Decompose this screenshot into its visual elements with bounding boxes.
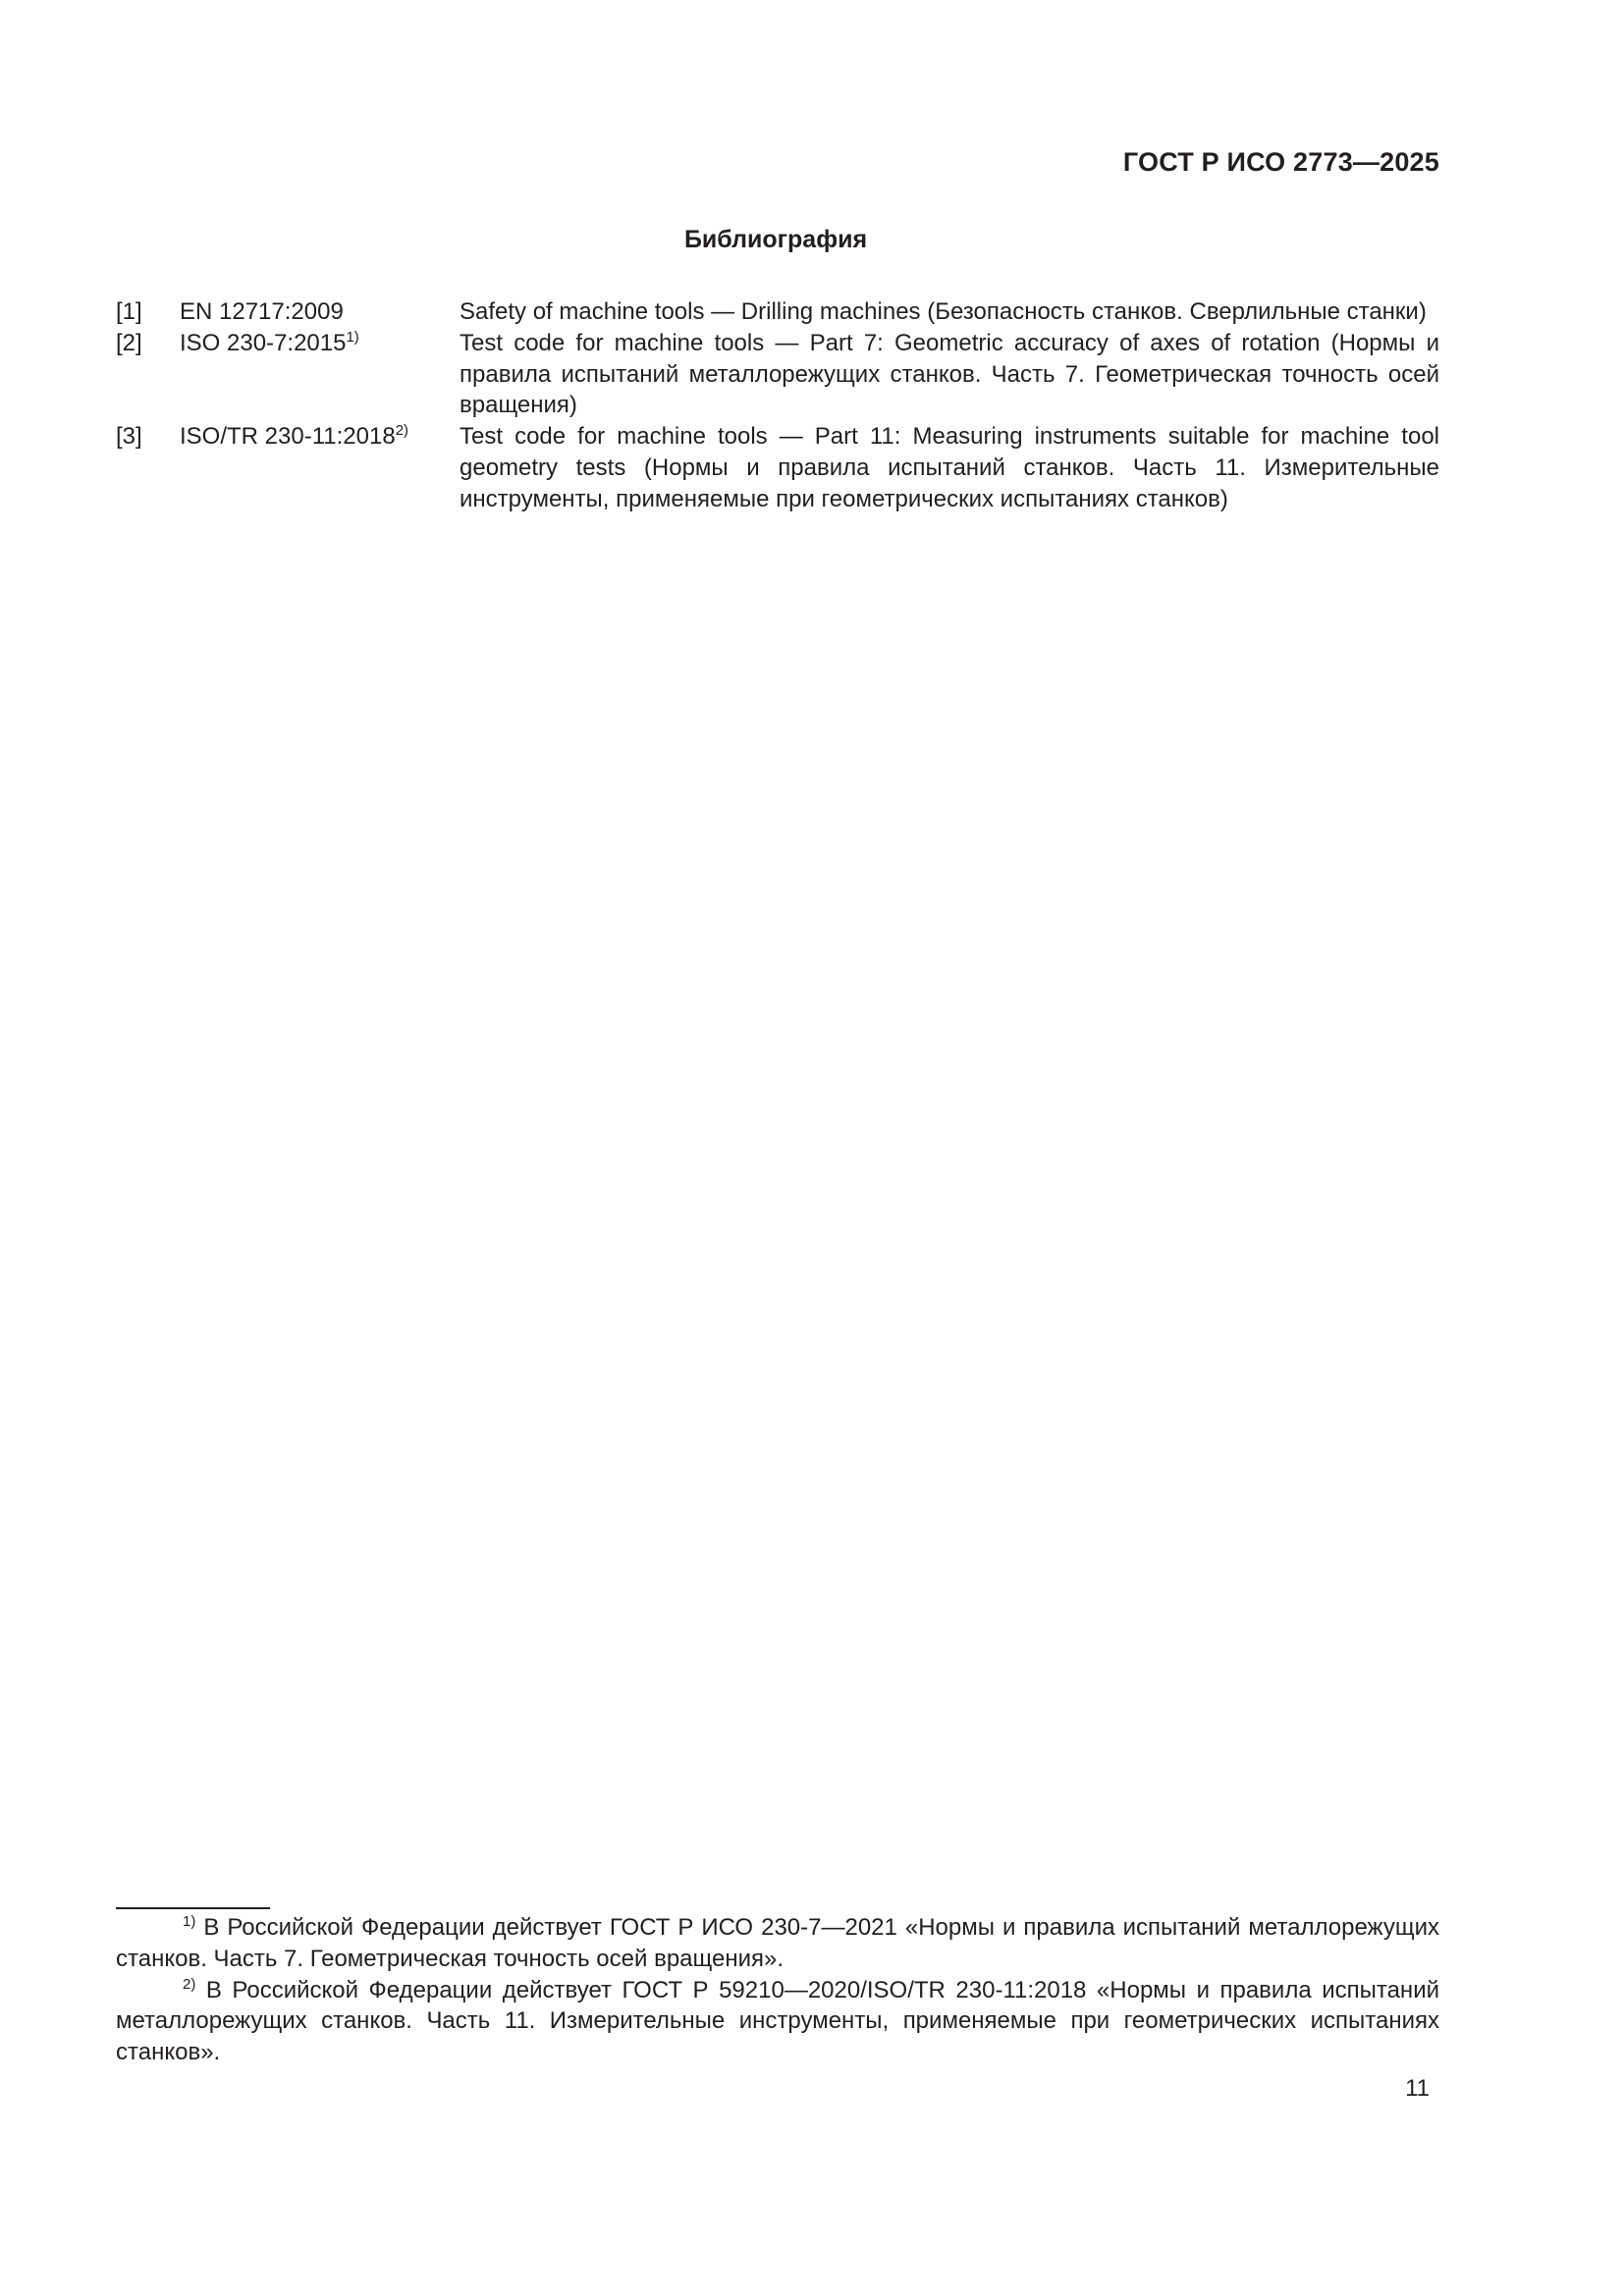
entry-title: Safety of machine tools — Drilling machines (Безопасность станков. Сверлильные станки) <box>460 298 1427 325</box>
entry-code <box>180 421 460 514</box>
entry-code <box>180 328 460 421</box>
page-number: 11 <box>1405 2075 1430 2102</box>
footnote-ref[interactable]: 1) <box>346 328 359 346</box>
footnote <box>116 1975 1439 2068</box>
entry-title: Test code for machine tools — Part 11: Measuring instruments suitable for machine tool geometry tests (Нормы и правила испытаний станков. Часть 11. Измерительные инструменты, применяемые при геометрических испытаниях станков) <box>460 423 1439 512</box>
footnote-ref[interactable]: 2) <box>395 422 409 440</box>
entry-number: [2] <box>116 329 142 356</box>
footnote-mark: 1) <box>183 1913 196 1930</box>
entry-code-text: EN 12717:2009 <box>180 298 344 325</box>
entry-code-text: ISO 230-7:2015 <box>180 329 347 356</box>
entry-number: [1] <box>116 298 142 325</box>
footnote-separator <box>116 1907 270 1909</box>
entry-code <box>180 296 460 328</box>
footnotes <box>116 1912 1439 2068</box>
bibliography-entry <box>116 421 1439 514</box>
bibliography-entry <box>116 328 1439 421</box>
section-title: Библиография <box>683 226 868 253</box>
bibliography-entry <box>116 296 1439 328</box>
entry-title: Test code for machine tools — Part 7: Geometric accuracy of axes of rotation (Нормы и правила испытаний металлорежущих станков. Часть 7. Геометрическая точность осей вращения) <box>460 329 1439 419</box>
document-header-id: ГОСТ Р ИСО 2773—2025 <box>1122 147 1439 177</box>
entry-number: [3] <box>116 423 142 451</box>
footnote-text: В Российской Федерации действует ГОСТ Р ИСО 230-7—2021 «Нормы и правила испытаний металлорежущих станков. Часть 7. Геометрическая точность осей вращения». <box>116 1914 1439 1972</box>
entry-code-text: ISO/TR 230-11:2018 <box>180 423 396 451</box>
footnote-text: В Российской Федерации действует ГОСТ Р 59210—2020/ISO/TR 230-11:2018 «Нормы и правила испытаний металлорежущих станков. Часть 11. Измерительные инструменты, применяемые при геометрических испытаниях станков». <box>116 1976 1439 2066</box>
bibliography-list <box>116 296 1439 515</box>
footnote-mark: 2) <box>183 1975 196 1993</box>
footnote <box>116 1912 1439 1975</box>
